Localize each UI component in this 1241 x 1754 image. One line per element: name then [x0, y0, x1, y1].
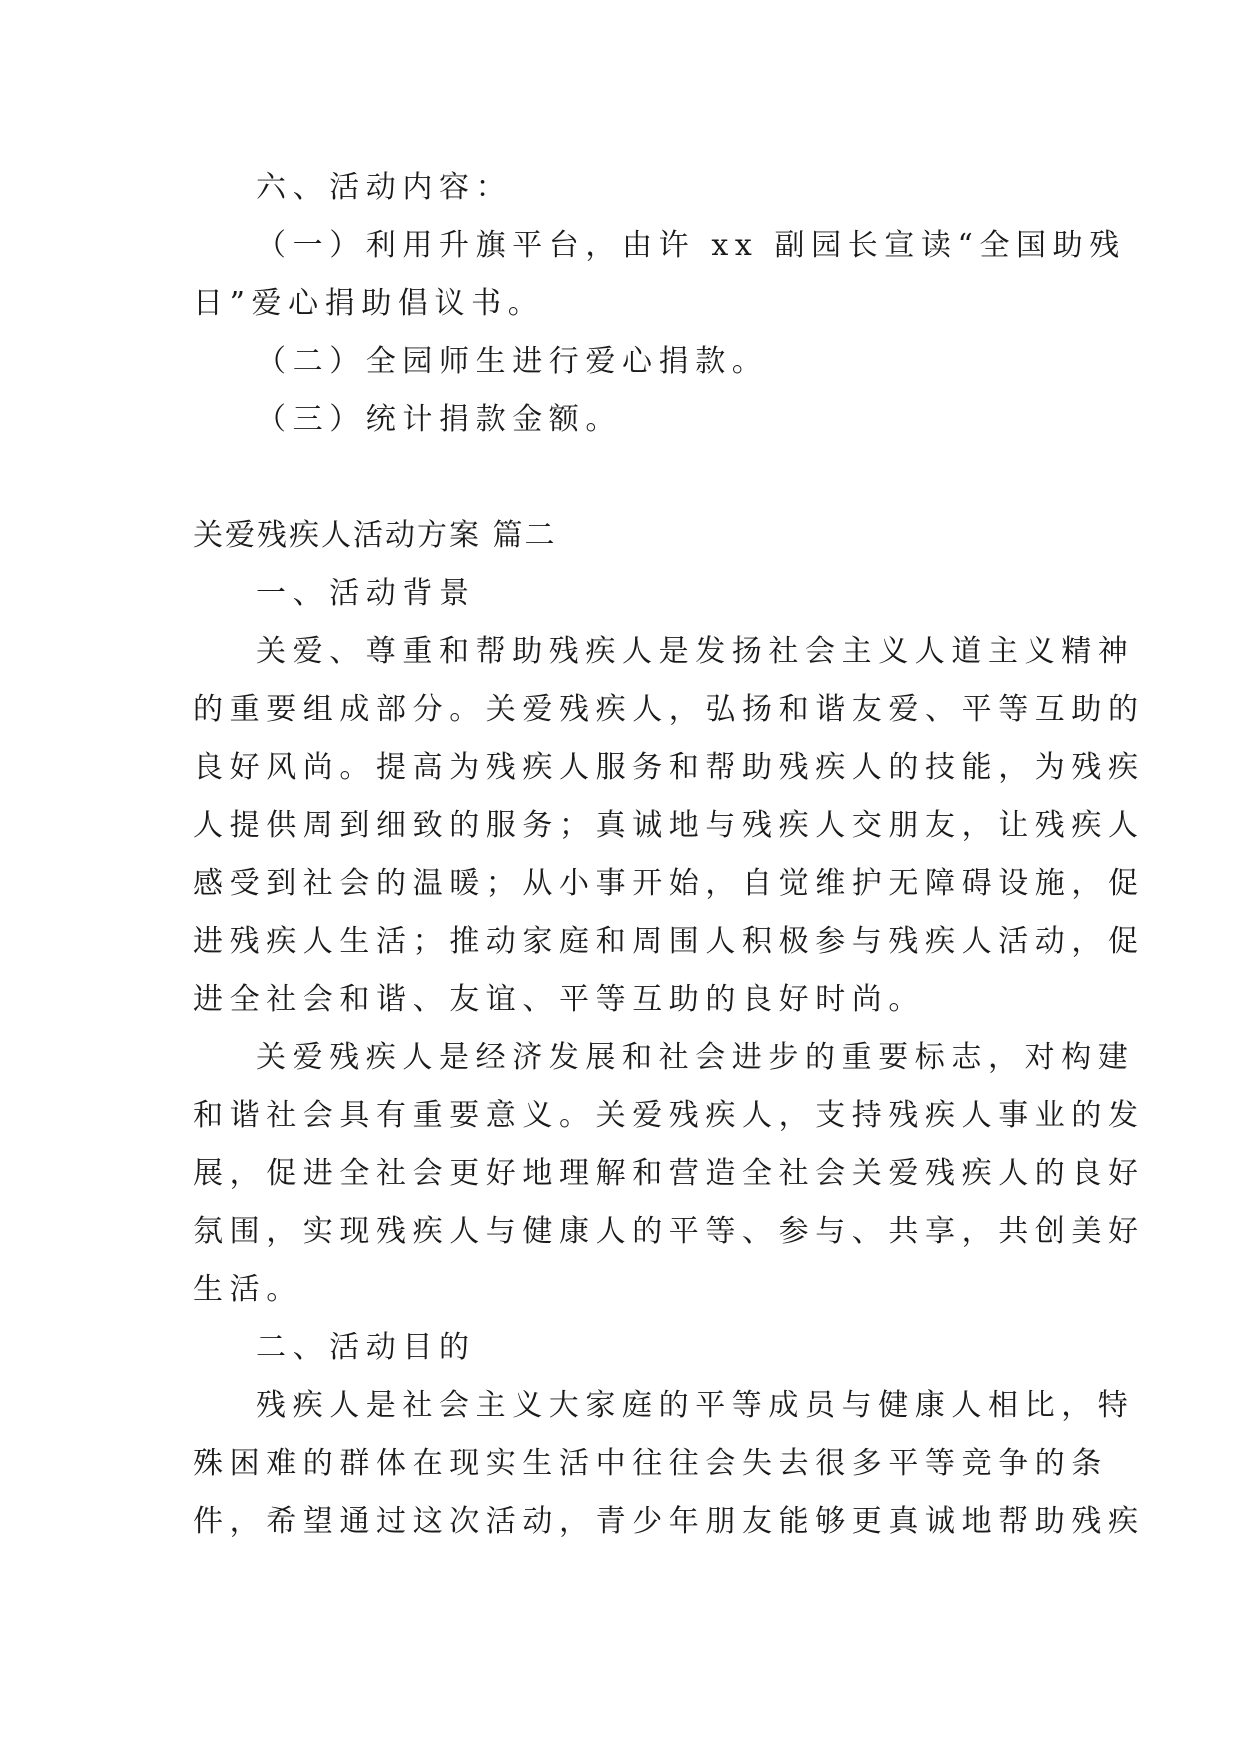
- paragraph-line: 良好风尚。提高为残疾人服务和帮助残疾人的技能，为残疾: [193, 750, 1145, 785]
- section-heading-purpose: 二、活动目的: [256, 1330, 476, 1365]
- paragraph-line: （三）统计捐款金额。: [256, 402, 622, 437]
- paragraph-line: （一）利用升旗平台，由许 xx 副园长宣读“全国助残: [256, 228, 1126, 263]
- paragraph-line: 日”爱心捐助倡议书。: [193, 286, 545, 321]
- paragraph-line: 关爱、尊重和帮助残疾人是发扬社会主义人道主义精神: [256, 634, 1135, 669]
- section-heading-activity-content: 六、活动内容：: [256, 170, 513, 205]
- paragraph-line: 生活。: [193, 1272, 303, 1307]
- paragraph-line: 人提供周到细致的服务；真诚地与残疾人交朋友，让残疾人: [193, 808, 1145, 843]
- article-title: 关爱残疾人活动方案 篇二: [193, 518, 557, 553]
- paragraph-line: 感受到社会的温暖；从小事开始，自觉维护无障碍设施，促: [193, 866, 1145, 901]
- paragraph-line: 氛围，实现残疾人与健康人的平等、参与、共享，共创美好: [193, 1214, 1145, 1249]
- paragraph-line: 和谐社会具有重要意义。关爱残疾人，支持残疾人事业的发: [193, 1098, 1145, 1133]
- paragraph-line: （二）全园师生进行爱心捐款。: [256, 344, 769, 379]
- paragraph-line: 的重要组成部分。关爱残疾人，弘扬和谐友爱、平等互助的: [193, 692, 1145, 727]
- section-heading-background: 一、活动背景: [256, 576, 476, 611]
- paragraph-line: 件，希望通过这次活动，青少年朋友能够更真诚地帮助残疾: [193, 1504, 1145, 1539]
- paragraph-line: 展，促进全社会更好地理解和营造全社会关爱残疾人的良好: [193, 1156, 1145, 1191]
- paragraph-line: 残疾人是社会主义大家庭的平等成员与健康人相比，特: [256, 1388, 1135, 1423]
- paragraph-line: 关爱残疾人是经济发展和社会进步的重要标志，对构建: [256, 1040, 1135, 1075]
- paragraph-line: 殊困难的群体在现实生活中往往会失去很多平等竞争的条: [193, 1446, 1108, 1481]
- paragraph-line: 进全社会和谐、友谊、平等互助的良好时尚。: [193, 982, 925, 1017]
- paragraph-line: 进残疾人生活；推动家庭和周围人积极参与残疾人活动，促: [193, 924, 1145, 959]
